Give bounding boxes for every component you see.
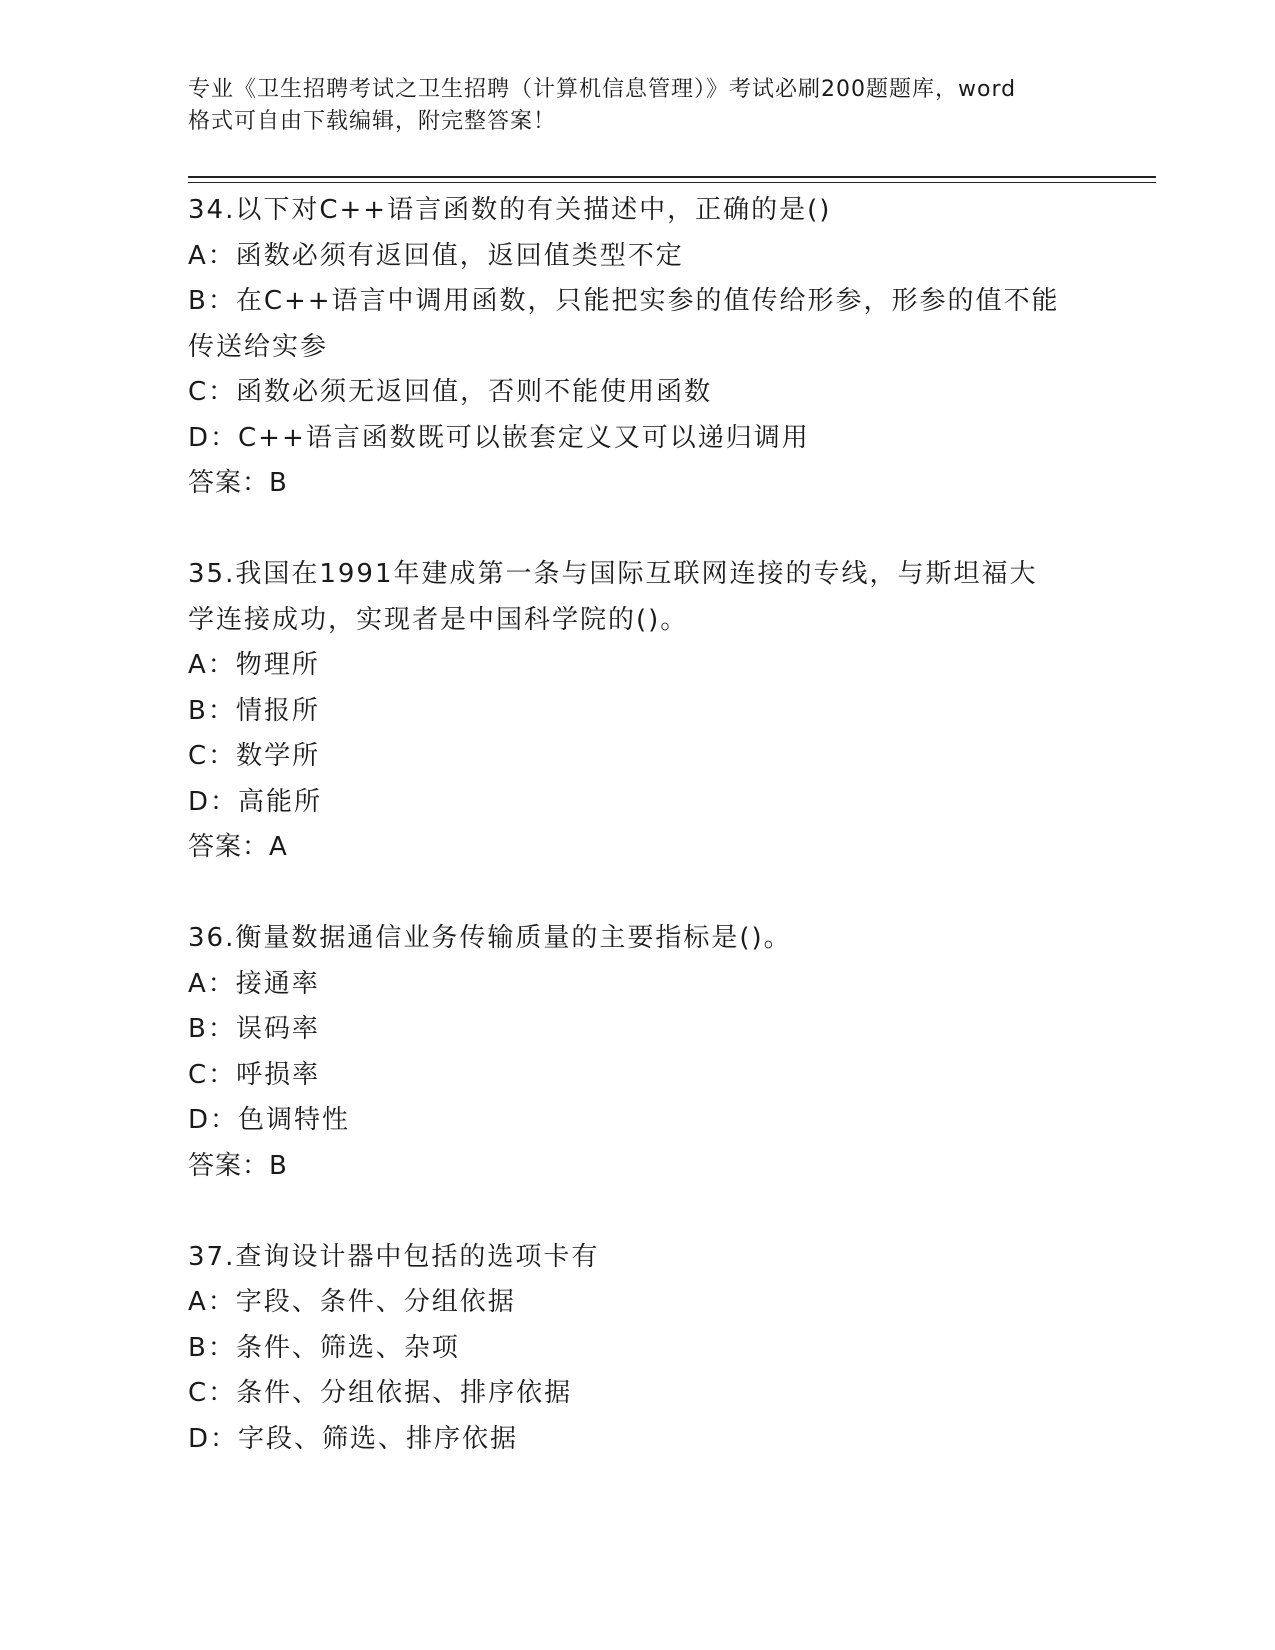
option-a: A：接通率 — [188, 968, 320, 999]
option-c: C：呼损率 — [188, 1059, 321, 1090]
question-35 — [188, 552, 1088, 871]
option-b: B：情报所 — [188, 695, 320, 726]
option-b-continued: 传送给实参 — [188, 331, 329, 362]
option-d: D：色调特性 — [188, 1105, 351, 1135]
option-b: B：条件、筛选、杂项 — [188, 1332, 460, 1363]
question-text: 36.衡量数据通信业务传输质量的主要指标是()。 — [188, 923, 792, 953]
question-36 — [188, 916, 1088, 1189]
option-d: D：字段、筛选、排序依据 — [188, 1423, 519, 1454]
question-text: 35.我国在1991年建成第一条与国际互联网连接的专线，与斯坦福大 — [188, 559, 1038, 589]
option-d: D：C++语言函数既可以嵌套定义又可以递归调用 — [188, 422, 810, 453]
option-a: A：字段、条件、分组依据 — [188, 1287, 516, 1317]
option-c: C：函数必须无返回值，否则不能使用函数 — [188, 377, 713, 407]
question-34 — [188, 188, 1088, 507]
header-divider-thick — [188, 176, 1156, 178]
question-37 — [188, 1235, 1088, 1463]
question-text: 37.查询设计器中包括的选项卡有 — [188, 1241, 600, 1272]
question-list — [188, 188, 1088, 1508]
document-header — [188, 74, 1088, 138]
question-text-continued: 学连接成功，实现者是中国科学院的()。 — [188, 604, 689, 635]
question-text: 34.以下对C++语言函数的有关描述中，正确的是() — [188, 195, 832, 225]
header-divider-thin — [188, 182, 1156, 183]
answer: 答案：B — [188, 1150, 288, 1181]
option-a: A：物理所 — [188, 650, 320, 680]
answer: 答案：B — [188, 468, 288, 498]
option-d: D：高能所 — [188, 786, 323, 817]
option-b: B：误码率 — [188, 1014, 320, 1044]
option-c: C：数学所 — [188, 741, 321, 771]
option-c: C：条件、分组依据、排序依据 — [188, 1378, 573, 1408]
answer: 答案：A — [188, 832, 288, 862]
header-line-1: 专业《卫生招聘考试之卫生招聘（计算机信息管理）》考试必刷200题题库，word — [188, 77, 1017, 102]
option-a: A：函数必须有返回值，返回值类型不定 — [188, 240, 684, 271]
header-line-2: 格式可自由下载编辑，附完整答案！ — [188, 109, 557, 134]
option-b: B：在C++语言中调用函数，只能把实参的值传给形参，形参的值不能 — [188, 286, 1060, 316]
